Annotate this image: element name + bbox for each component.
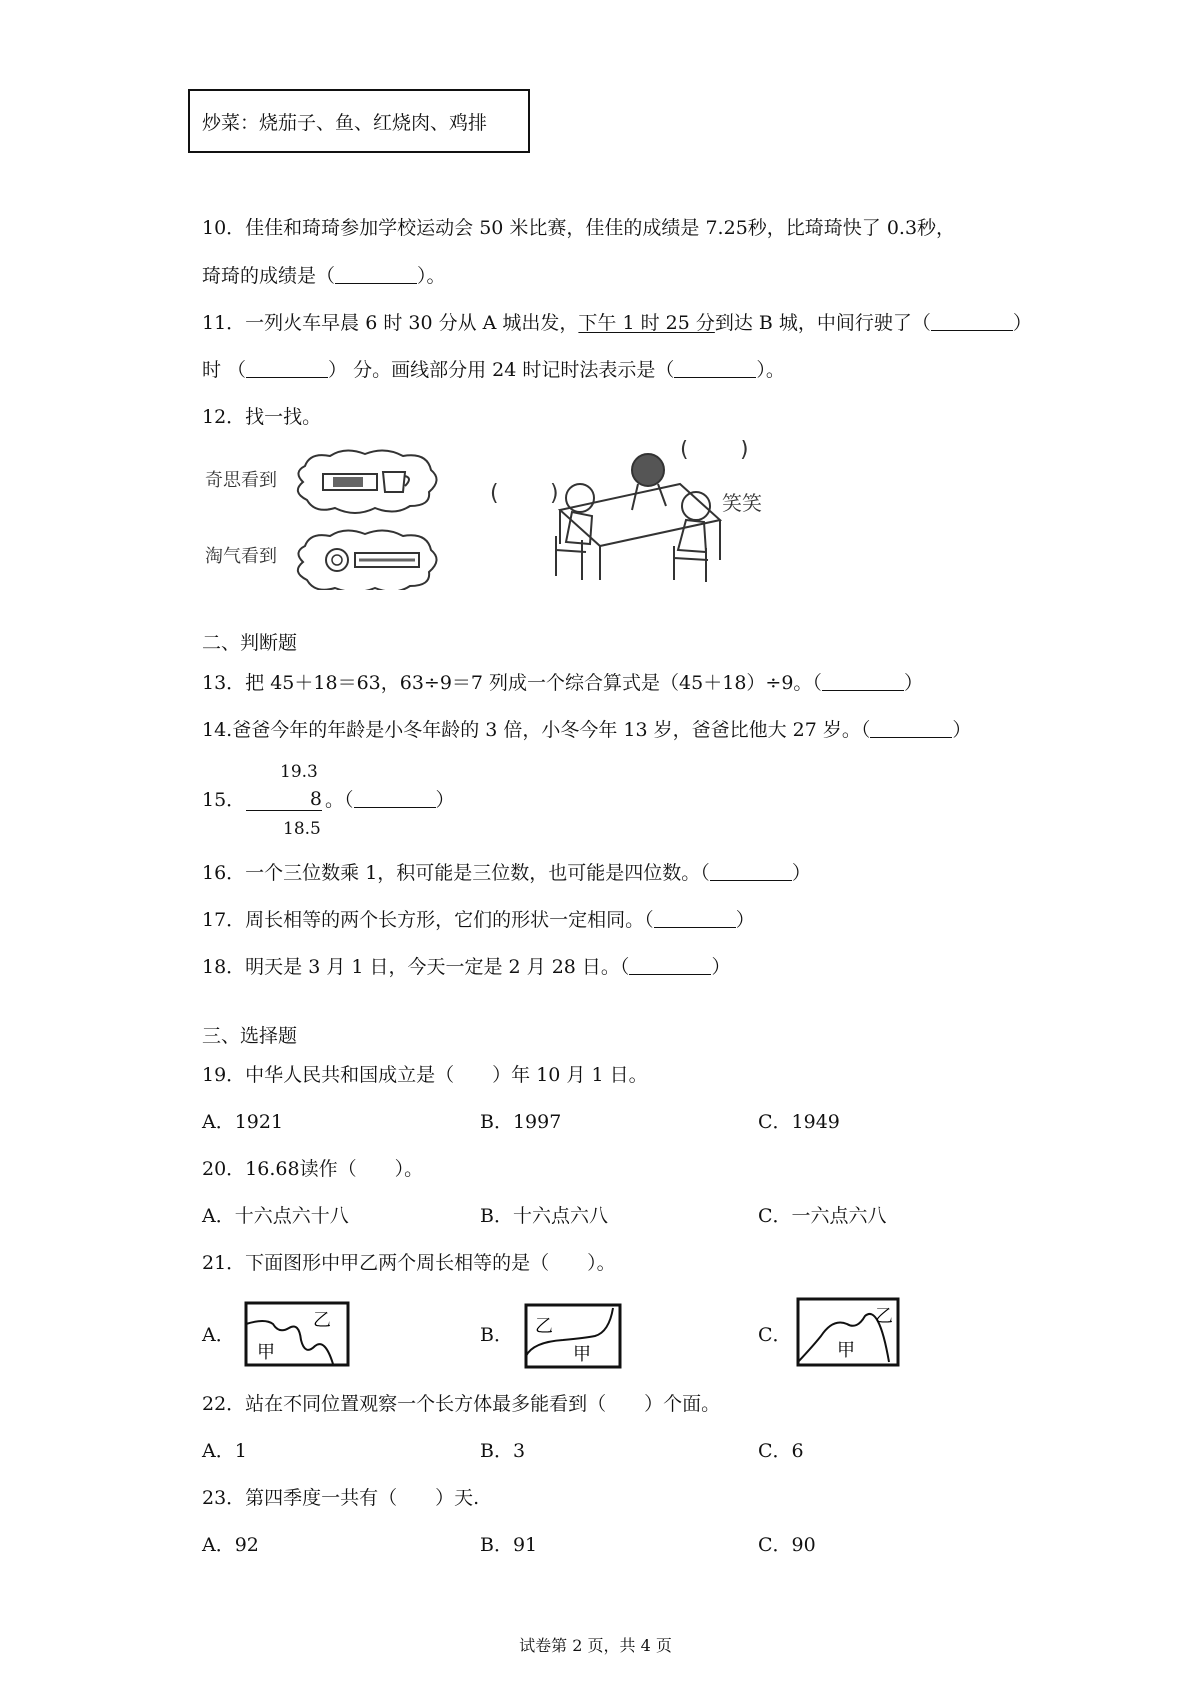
q15-number: 15． xyxy=(202,789,246,811)
paren-top-close: ) xyxy=(740,440,749,462)
q17-answer-blank[interactable] xyxy=(654,909,736,928)
q11-line2 xyxy=(202,358,785,382)
q16-answer-blank[interactable] xyxy=(710,862,792,881)
q23-option-b[interactable]: B．91 xyxy=(480,1534,538,1556)
q23-option-a[interactable]: A．92 xyxy=(202,1534,259,1556)
q21-figure-b[interactable] xyxy=(523,1302,623,1370)
q21-figure-c[interactable] xyxy=(795,1296,901,1368)
q12-label-qisi: 奇思看到 xyxy=(205,470,277,491)
q10-line1: 10．佳佳和琦琦参加学校运动会 50 米比赛，佳佳的成绩是 7.25秒，比琦琦快了 0.3秒， xyxy=(202,217,956,239)
q11-text-c: ） xyxy=(1012,312,1032,334)
q15 xyxy=(202,788,245,812)
paren-left-open: ( xyxy=(490,481,499,506)
q22-stem: 22．站在不同位置观察一个长方体最多能看到（ ）个面。 xyxy=(202,1393,721,1415)
q15-suffix xyxy=(325,788,455,812)
q20-option-c[interactable]: C．一六点六八 xyxy=(758,1205,887,1227)
q20-option-b[interactable]: B．十六点六八 xyxy=(480,1205,608,1227)
q23-option-c[interactable]: C．90 xyxy=(758,1534,816,1556)
q14 xyxy=(202,718,971,742)
kid-left-head xyxy=(566,484,594,512)
q13-close: ） xyxy=(903,672,923,694)
q21b-jia: 甲 xyxy=(573,1344,591,1365)
paren-left-close: ) xyxy=(550,481,559,506)
q10-text-b: ）。 xyxy=(417,265,446,287)
q23-stem: 23．第四季度一共有（ ）天. xyxy=(202,1487,480,1509)
q11-line1 xyxy=(202,311,1032,335)
q21c-yi: 乙 xyxy=(875,1306,893,1327)
section2-title: 二、判断题 xyxy=(202,632,298,654)
q18 xyxy=(202,955,730,979)
q13-text: 13．把 45＋18＝63，63÷9＝7 列成一个综合算式是（45＋18）÷9。（ xyxy=(202,672,822,694)
q22-option-b[interactable]: B．3 xyxy=(480,1440,526,1462)
q17-text: 17．周长相等的两个长方形，它们的形状一定相同。（ xyxy=(202,909,654,931)
q11-24h-blank[interactable] xyxy=(674,359,756,378)
menu-text: 炒菜：烧茄子、鱼、红烧肉、鸡排 xyxy=(202,112,488,134)
q10-text-a: 琦琦的成绩是（ xyxy=(202,265,336,287)
cloud-1 xyxy=(298,450,437,513)
kid-top-head xyxy=(632,454,664,486)
q21a-yi: 乙 xyxy=(313,1310,331,1331)
q20-stem: 20．16.68读作（ ）。 xyxy=(202,1158,424,1180)
q11-underlined-time: 下午 1 时 25 分 xyxy=(578,312,715,334)
q11-text-b: 到达 B 城，中间行驶了（ xyxy=(714,312,931,334)
q13-answer-blank[interactable] xyxy=(822,672,904,691)
q19-option-a[interactable]: A．1921 xyxy=(202,1111,284,1133)
q15-top-number: 19.3 xyxy=(280,762,318,782)
q13 xyxy=(202,671,923,695)
q14-close: ） xyxy=(952,719,972,741)
page-footer: 试卷第 2 页，共 4 页 xyxy=(519,1636,672,1655)
q17 xyxy=(202,908,755,932)
q21b-yi: 乙 xyxy=(535,1316,553,1337)
q16-close: ） xyxy=(791,862,811,884)
q11-minutes-blank[interactable] xyxy=(246,359,328,378)
q12-label-taoqi: 淘气看到 xyxy=(205,546,277,567)
q21-option-a[interactable]: A． xyxy=(202,1324,235,1346)
q10-answer-blank[interactable] xyxy=(335,265,417,284)
q10-line2 xyxy=(202,264,446,288)
q11-text-d: 时 （ xyxy=(202,359,247,381)
paren-top-open: ( xyxy=(680,440,689,462)
q18-text: 18．明天是 3 月 1 日，今天一定是 2 月 28 日。（ xyxy=(202,956,630,978)
q15-close: ） xyxy=(435,789,455,811)
q18-answer-blank[interactable] xyxy=(629,956,711,975)
q11-text-a: 11．一列火车早晨 6 时 30 分从 A 城出发， xyxy=(202,312,579,334)
q12-table-figure xyxy=(490,440,790,590)
q11-text-e: ） 分。画线部分用 24 时记时法表示是（ xyxy=(328,359,675,381)
menu-box xyxy=(188,89,530,153)
q21a-jia: 甲 xyxy=(257,1342,275,1363)
q15-result-number: 18.5 xyxy=(283,819,321,839)
q17-close: ） xyxy=(735,909,755,931)
q19-stem: 19．中华人民共和国成立是（ ）年 10 月 1 日。 xyxy=(202,1064,648,1086)
q12-label-xiaoxiao: 笑笑 xyxy=(722,491,762,515)
q21-option-b[interactable]: B． xyxy=(480,1324,513,1346)
q16 xyxy=(202,861,811,885)
q22-option-a[interactable]: A．1 xyxy=(202,1440,247,1462)
q21-figure-a[interactable] xyxy=(243,1300,351,1368)
q11-text-f: ）。 xyxy=(756,359,785,381)
q15-answer-blank[interactable] xyxy=(354,789,436,808)
q15-multiplier: 8 xyxy=(246,788,322,811)
q16-text: 16．一个三位数乘 1，积可能是三位数，也可能是四位数。（ xyxy=(202,862,710,884)
q20-option-a[interactable]: A．十六点六十八 xyxy=(202,1205,349,1227)
q14-answer-blank[interactable] xyxy=(870,719,952,738)
q12-clouds-figure xyxy=(205,448,445,590)
q14-text: 14.爸爸今年的年龄是小冬年龄的 3 倍，小冬今年 13 岁，爸爸比他大 27 岁。（ xyxy=(202,719,871,741)
cup-icon xyxy=(383,472,409,492)
q21-stem: 21．下面图形中甲乙两个周长相等的是（ ）。 xyxy=(202,1252,616,1274)
q21-option-c[interactable]: C． xyxy=(758,1324,792,1346)
q15-text: 。（ xyxy=(325,789,354,811)
q11-hours-blank[interactable] xyxy=(931,312,1013,331)
q21c-jia: 甲 xyxy=(837,1340,855,1361)
q19-option-b[interactable]: B．1997 xyxy=(480,1111,562,1133)
q12-title: 12．找一找。 xyxy=(202,406,322,428)
section3-title: 三、选择题 xyxy=(202,1025,298,1047)
q19-option-c[interactable]: C．1949 xyxy=(758,1111,840,1133)
q18-close: ） xyxy=(711,956,731,978)
cup-top-icon xyxy=(326,549,348,571)
q22-option-c[interactable]: C．6 xyxy=(758,1440,804,1462)
pencil-box-inner xyxy=(333,477,363,487)
